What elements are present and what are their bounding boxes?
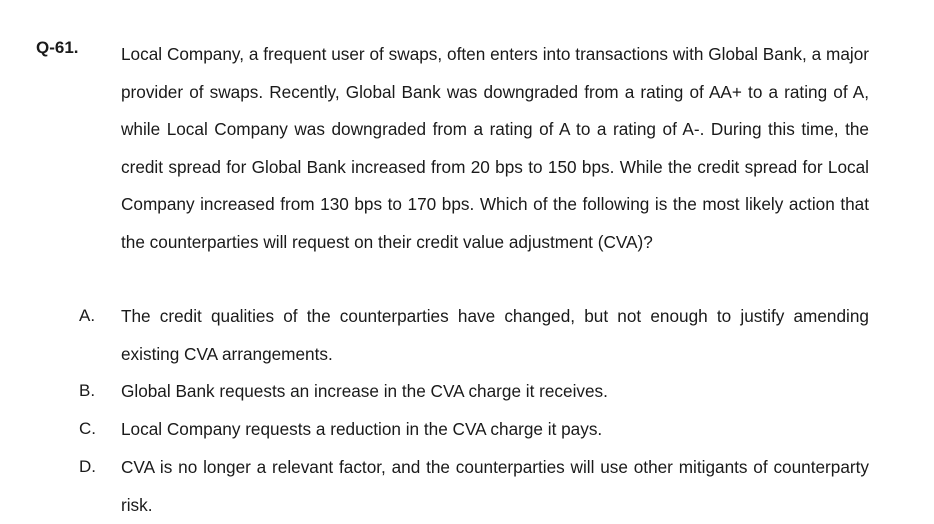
option-c-letter: C. [79, 419, 96, 438]
question-stem: Local Company, a frequent user of swaps, often enters into transactions with Global Bank, a major provider of swaps. Recently, Global Bank was downgraded from a rating of AA+ to a rating of A, while Local Company was downgraded from a rating of A to a rating of A-. During this time, the credit spread for Global Bank increased from 20 bps to 150 bps. While the credit spread for Local Company increased from 130 bps to 170 bps. Which of the following is the most likely action that the counterparties will request on their credit value adjustment (CVA)? [121, 44, 869, 252]
option-b-letter: B. [79, 381, 96, 400]
question-number: Q-61. [36, 38, 79, 57]
option-c-text: Local Company requests a reduction in the CVA charge it pays. [121, 419, 603, 439]
option-d-letter: D. [79, 457, 96, 476]
option-d-text: CVA is no longer a relevant factor, and the counterparties will use other mitigants of counterparty risk. [121, 457, 869, 515]
option-a-letter: A. [79, 306, 96, 325]
option-b-text: Global Bank requests an increase in the CVA charge it receives. [121, 381, 608, 401]
option-a-text: The credit qualities of the counterparties have changed, but not enough to justify amending existing CVA arrangements. [121, 306, 869, 364]
